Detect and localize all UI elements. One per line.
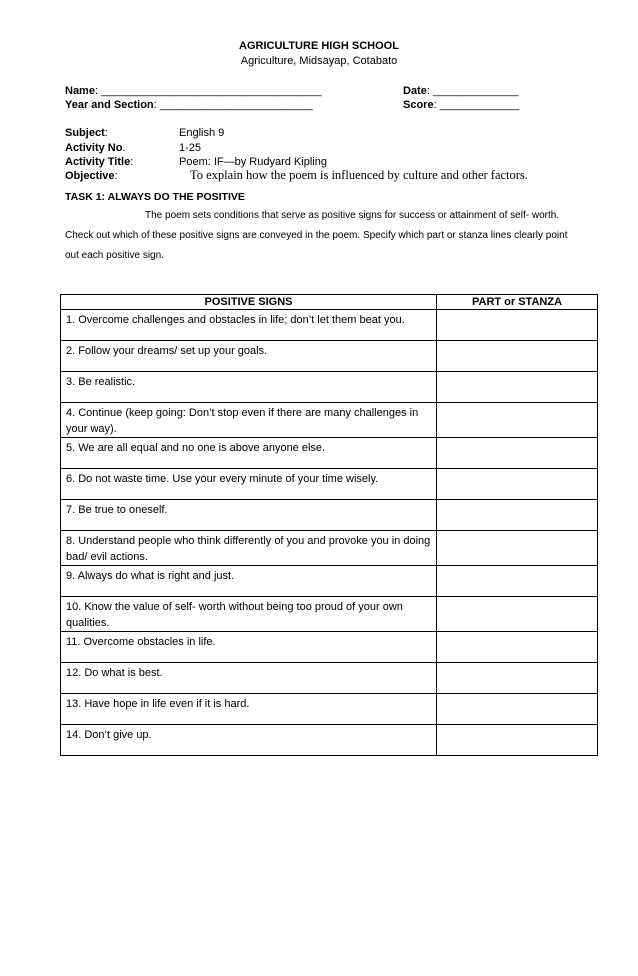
positive-sign-cell: 7. Be true to oneself. <box>61 500 437 531</box>
name-label: Name <box>65 85 95 97</box>
activity-title-colon: : <box>130 156 134 168</box>
positive-sign-cell: 11. Overcome obstacles in life. <box>61 632 437 663</box>
activity-no-sep: . <box>122 142 126 154</box>
subject-value: English 9 <box>179 127 225 139</box>
score-field <box>403 99 519 111</box>
positive-sign-cell: 13. Have hope in life even if it is hard. <box>61 694 437 725</box>
name-field <box>65 85 321 97</box>
objective-colon: : <box>114 170 118 182</box>
date-blank: : ______________ <box>426 85 519 97</box>
task-line-1: The poem sets conditions that serve as positive signs for success or attainment of self- worth. <box>145 210 560 221</box>
school-address: Agriculture, Midsayap, Cotabato <box>240 55 398 67</box>
part-or-stanza-answer-cell[interactable] <box>437 597 598 632</box>
table-row <box>61 566 598 597</box>
positive-sign-cell: 14. Don’t give up. <box>61 725 437 756</box>
table-row <box>61 438 598 469</box>
table-header-row <box>61 295 598 310</box>
task-line-3: out each positive sign. <box>65 250 164 261</box>
table-row <box>61 372 598 403</box>
task-instructions <box>65 206 597 266</box>
subject-label-row <box>65 127 108 139</box>
positive-sign-cell: 12. Do what is best. <box>61 663 437 694</box>
objective-label: Objective <box>65 170 115 182</box>
activity-title-label-row <box>65 156 133 168</box>
table-row <box>61 694 598 725</box>
score-label: Score <box>403 99 434 111</box>
part-or-stanza-answer-cell[interactable] <box>437 531 598 566</box>
part-or-stanza-answer-cell[interactable] <box>437 341 598 372</box>
header-part-or-stanza: PART or STANZA <box>437 295 598 310</box>
activity-no-label-row <box>65 142 126 154</box>
year-section-blank: : _________________________ <box>153 99 313 111</box>
positive-sign-cell: 1. Overcome challenges and obstacles in life; don’t let them beat you. <box>61 310 437 341</box>
part-or-stanza-answer-cell[interactable] <box>437 566 598 597</box>
table-row <box>61 597 598 632</box>
objective-label-row <box>65 170 118 182</box>
objective-value: To explain how the poem is influenced by culture and other factors. <box>190 168 528 182</box>
activity-no-value: 1-25 <box>179 142 202 154</box>
name-blank: : ____________________________________ <box>94 85 322 97</box>
table-row <box>61 663 598 694</box>
task-title: TASK 1: ALWAYS DO THE POSITIVE <box>65 191 245 203</box>
school-name: AGRICULTURE HIGH SCHOOL <box>239 40 399 52</box>
year-section-field <box>65 99 313 111</box>
score-blank: : _____________ <box>433 99 520 111</box>
subject-colon: : <box>104 127 108 139</box>
part-or-stanza-answer-cell[interactable] <box>437 725 598 756</box>
table-row <box>61 725 598 756</box>
part-or-stanza-answer-cell[interactable] <box>437 469 598 500</box>
part-or-stanza-answer-cell[interactable] <box>437 694 598 725</box>
part-or-stanza-answer-cell[interactable] <box>437 632 598 663</box>
subject-label: Subject <box>65 127 105 139</box>
table-row <box>61 469 598 500</box>
positive-sign-cell: 2. Follow your dreams/ set up your goals. <box>61 341 437 372</box>
table-row <box>61 531 598 566</box>
positive-sign-cell: 4. Continue (keep going: Don’t stop even if there are many challenges in your way). <box>61 403 437 438</box>
date-label: Date <box>403 85 427 97</box>
part-or-stanza-answer-cell[interactable] <box>437 372 598 403</box>
part-or-stanza-answer-cell[interactable] <box>437 500 598 531</box>
table-row <box>61 403 598 438</box>
activity-title-label: Activity Title <box>65 156 131 168</box>
positive-sign-cell: 6. Do not waste time. Use your every minute of your time wisely. <box>61 469 437 500</box>
part-or-stanza-answer-cell[interactable] <box>437 310 598 341</box>
table-row <box>61 632 598 663</box>
positive-sign-cell: 8. Understand people who think differently of you and provoke you in doing bad/ evil actions. <box>61 531 437 566</box>
activity-no-label: Activity No <box>65 142 123 154</box>
table-row <box>61 500 598 531</box>
year-section-label: Year and Section <box>65 99 154 111</box>
part-or-stanza-answer-cell[interactable] <box>437 403 598 438</box>
date-field <box>403 85 519 97</box>
positive-sign-cell: 3. Be realistic. <box>61 372 437 403</box>
positive-signs-table <box>60 294 598 756</box>
table-row <box>61 341 598 372</box>
positive-sign-cell: 9. Always do what is right and just. <box>61 566 437 597</box>
part-or-stanza-answer-cell[interactable] <box>437 663 598 694</box>
table-row <box>61 310 598 341</box>
positive-sign-cell: 5. We are all equal and no one is above anyone else. <box>61 438 437 469</box>
positive-sign-cell: 10. Know the value of self- worth without being too proud of your own qualities. <box>61 597 437 632</box>
activity-title-value: Poem: IF—by Rudyard Kipling <box>179 156 327 168</box>
task-line-2: Check out which of these positive signs are conveyed in the poem. Specify which part or stanza lines clearly point <box>65 230 568 241</box>
part-or-stanza-answer-cell[interactable] <box>437 438 598 469</box>
header-positive-signs: POSITIVE SIGNS <box>61 295 437 310</box>
